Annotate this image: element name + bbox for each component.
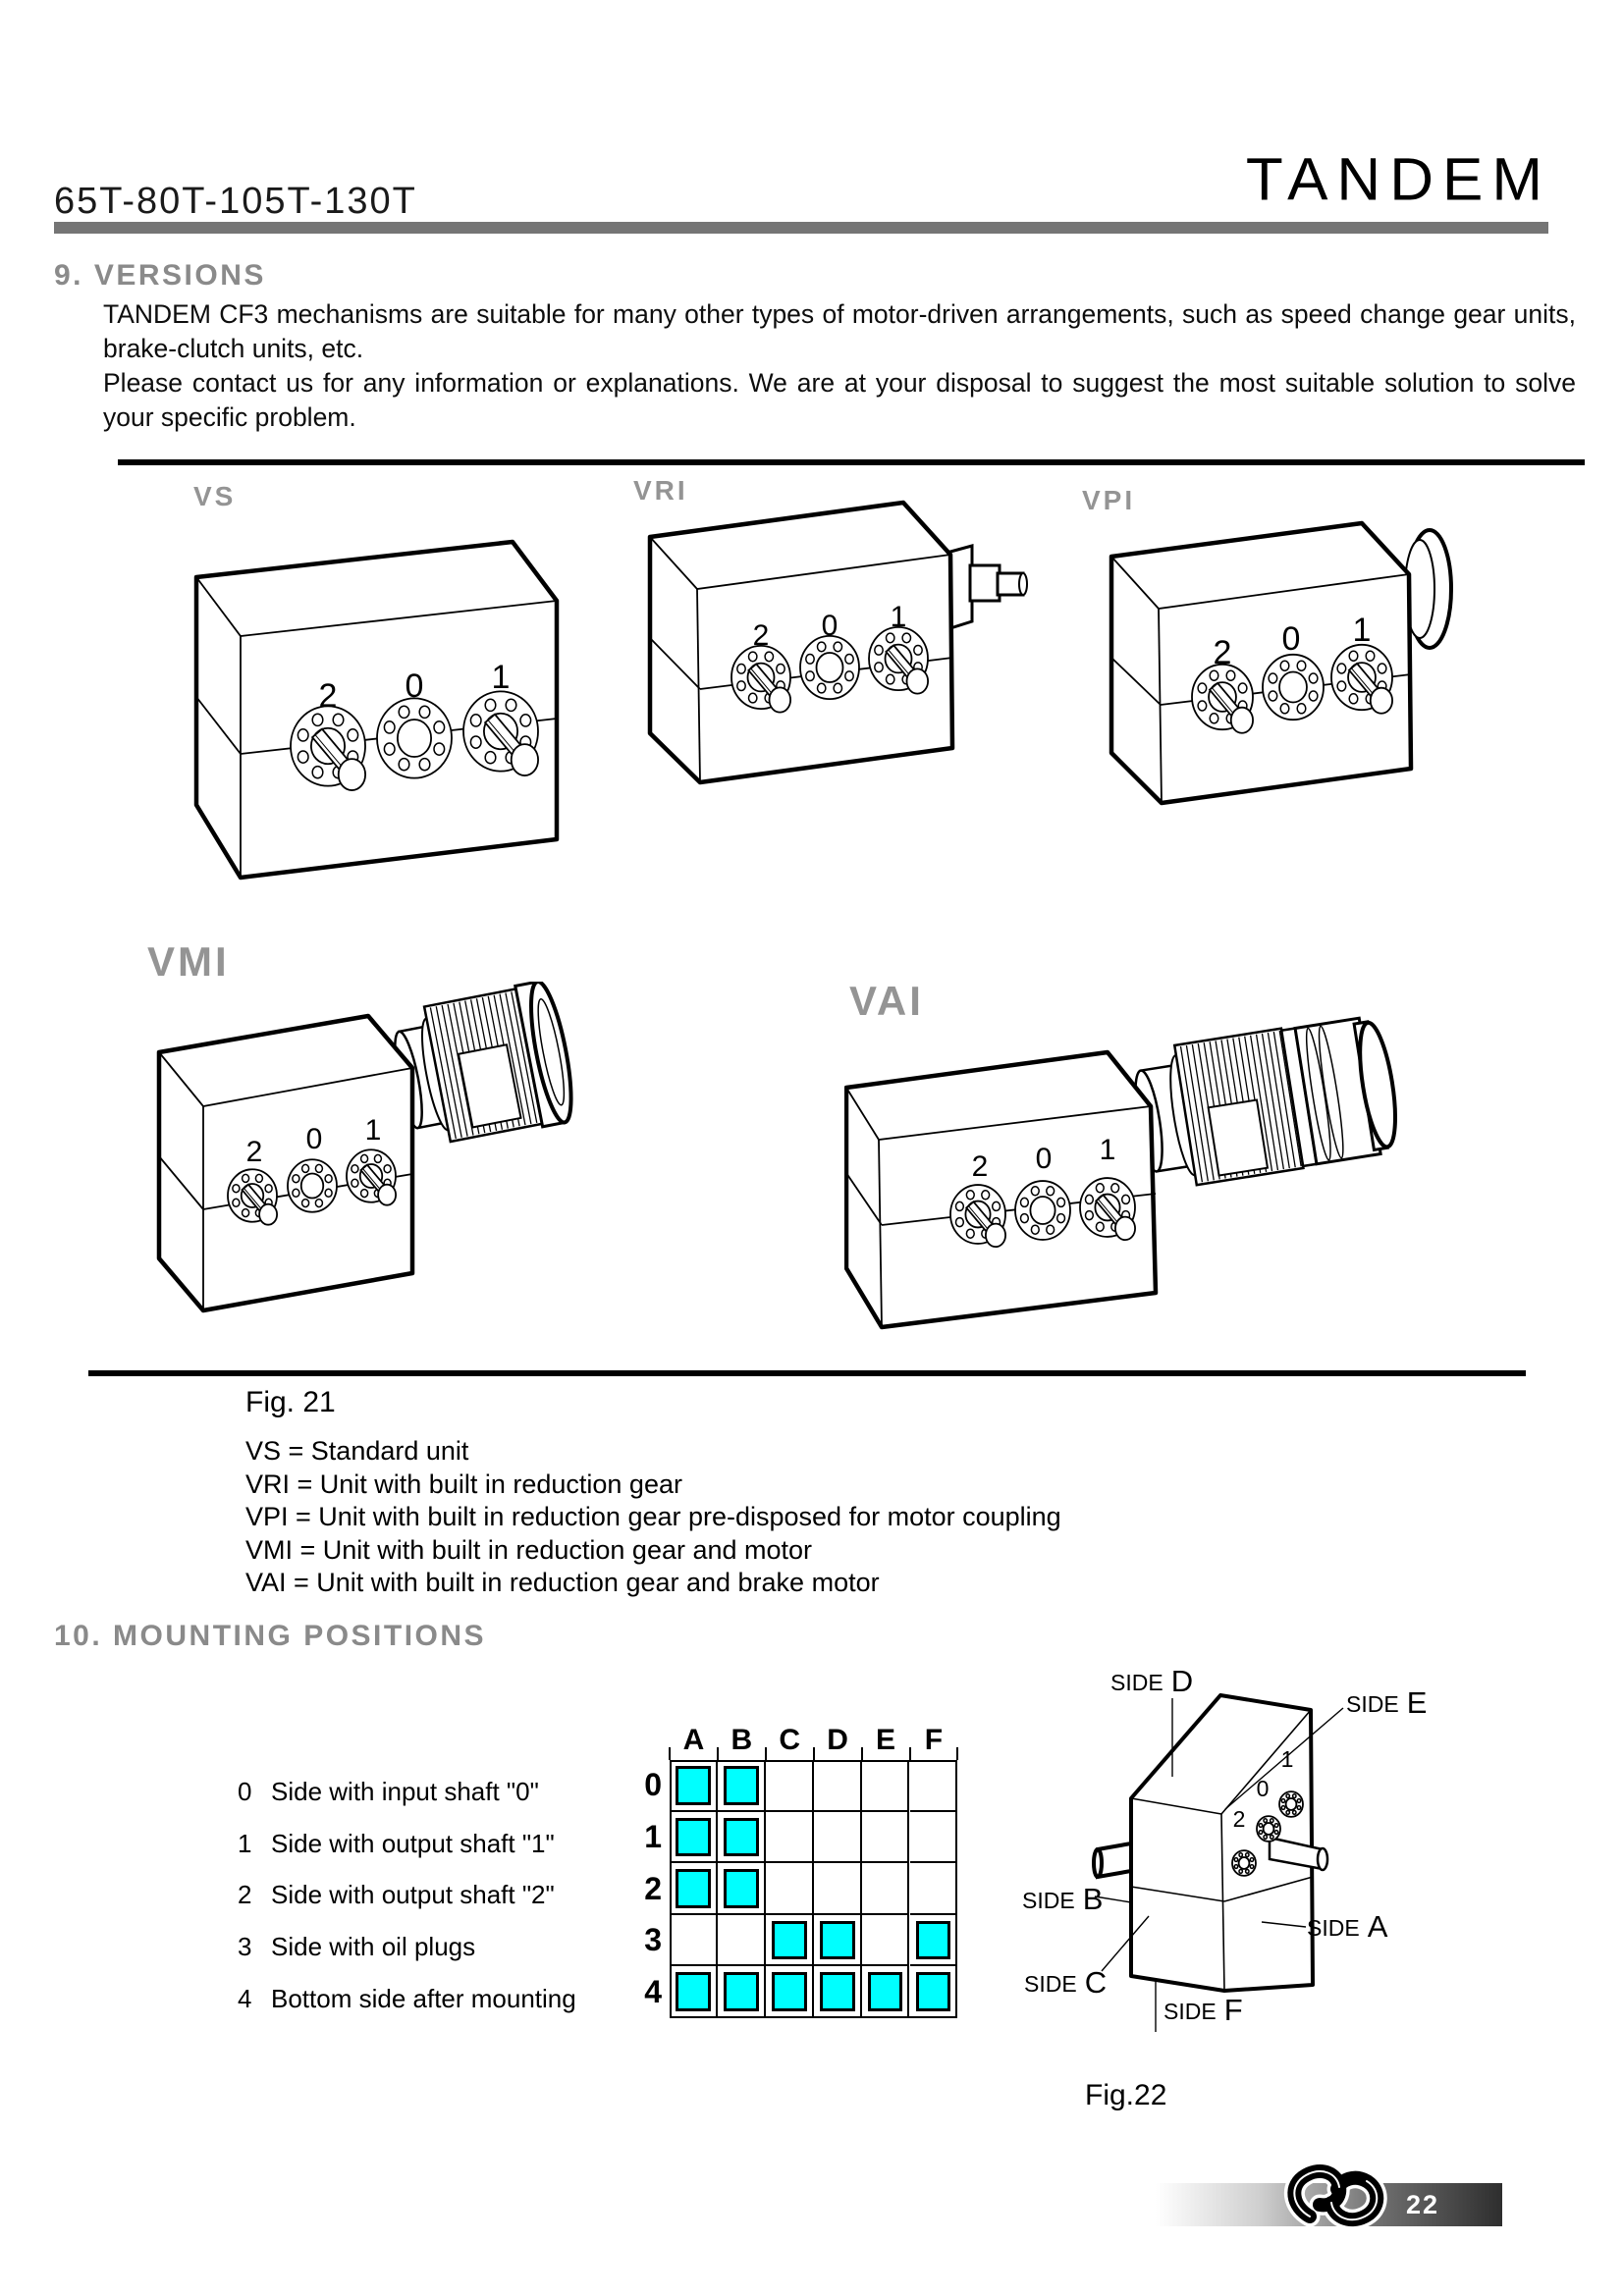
legend-line: VPI = Unit with built in reduction gear pre-disposed for motor coupling [245,1502,1061,1531]
drawing-vs-standard-unit [167,510,599,923]
page-number: 22 [1406,2190,1440,2219]
lever-knob [339,759,365,790]
figure-bottom-rule [88,1370,1526,1376]
lever-knob [259,1204,277,1225]
shaft-digit-0: 0 [1256,1776,1270,1801]
legend-text: Bottom side after mounting [271,1983,576,2013]
section-9-paragraphs [103,297,1576,435]
legend-line: VMI = Unit with built in reduction gear and motor [245,1534,813,1565]
figure-22-caption: Fig.22 [1085,2079,1167,2111]
column-header: D [827,1724,848,1756]
figure-21-caption: Fig. 21 [245,1386,336,1418]
lever-knob [986,1224,1005,1248]
variant-label-vri: VRI [633,475,688,506]
lever-knob [1115,1217,1135,1241]
row-header: 2 [644,1870,662,1906]
flange-0 [1263,655,1324,720]
column-header: C [779,1724,801,1756]
column-header: A [682,1724,705,1756]
versions-legend [245,1435,1061,1600]
shaft-digit-0: 0 [1281,620,1301,658]
header-tick [669,1747,671,1760]
legend-number: 2 [238,1880,252,1910]
row-header: 1 [644,1818,662,1854]
column-header: E [876,1724,896,1756]
flange-0 [1015,1181,1070,1240]
lever-knob [378,1185,396,1205]
page-title: 65T-80T-105T-130T [54,181,417,222]
lever-knob [770,687,791,712]
section-9-title: 9. VERSIONS [54,259,266,292]
lever-knob [1231,708,1253,733]
column-header: F [924,1724,944,1756]
brake-motor [1127,1013,1403,1193]
mounting-legend-item [238,1829,660,1881]
shaft-digit-2: 2 [1232,1806,1246,1832]
side-label-b: SIDE B [1022,1882,1104,1916]
drawing-mounting-sides [1011,1629,1561,2091]
flange-2 [1232,1850,1256,1876]
shaft-digit-1: 1 [1099,1134,1116,1166]
header-tick [956,1747,958,1760]
variant-label-vpi: VPI [1082,485,1136,515]
mounting-positions-table [628,1724,967,2028]
side-label-f: SIDE F [1163,1993,1243,2027]
brand-logo-text: TANDEM [1245,146,1551,214]
flange-1 [1279,1791,1303,1817]
lever-knob [907,668,929,693]
shaft-digit-1: 1 [491,659,511,696]
lever-knob [1371,688,1392,714]
legend-text: Side with input shaft "0" [271,1777,539,1806]
legend-line: VRI = Unit with built in reduction gear [245,1468,682,1499]
drawing-vai-brake-motor-unit [844,1001,1434,1345]
shaft-digit-2: 2 [1213,634,1232,671]
legend-line: VS = Standard unit [245,1436,469,1466]
side-label-c: SIDE C [1024,1965,1108,2000]
paragraph: TANDEM CF3 mechanisms are suitable for many other types of motor-driven arrangements, such as speed change gear units, brake-clutch units, etc. [103,299,1576,363]
header-tick [765,1747,767,1760]
side-label-a: SIDE A [1307,1909,1388,1944]
shaft-digit-0: 0 [405,667,424,705]
mounting-legend-item [238,1984,660,2036]
drawing-vpi-motor-coupling [1070,510,1473,834]
legend-line: VAI = Unit with built in reduction gear and brake motor [245,1568,880,1597]
side-label-e: SIDE E [1346,1685,1428,1720]
shaft-digit-1: 1 [890,601,907,633]
shaft-digit-2: 2 [752,619,770,652]
section-10-title: 10. MOUNTING POSITIONS [54,1620,487,1652]
variant-label-vmi: VMI [147,938,230,985]
table-grid-frame [670,1760,957,2018]
mounting-legend [238,1777,660,2035]
figure-top-rule [118,459,1585,465]
legend-number: 3 [238,1932,252,1962]
legend-number: 4 [238,1983,252,2013]
header-tick [717,1747,719,1760]
shaft-digit-2: 2 [971,1150,989,1183]
flange-0 [288,1159,337,1212]
terminal-box [1209,1100,1268,1176]
shaft-digit-0: 0 [1035,1143,1053,1175]
drawing-vmi-motor-unit [137,982,599,1335]
legend-text: Side with output shaft "1" [271,1828,555,1858]
header-tick [861,1747,863,1760]
row-header: 4 [644,1973,662,2009]
shaft-digit-1: 1 [364,1114,382,1147]
legend-number: 1 [238,1828,252,1858]
paragraph: Please contact us for any information or explanations. We are at your disposal to suggest the most suitable solution to solve your specific problem. [103,368,1576,432]
header-divider-bar [54,222,1548,234]
header-tick [813,1747,815,1760]
legend-number: 0 [238,1777,252,1806]
mounting-legend-item [238,1932,660,1984]
legend-text: Side with output shaft "2" [271,1880,555,1910]
header-tick [909,1747,911,1760]
mounting-legend-item [238,1777,660,1829]
row-header: 3 [644,1922,662,1958]
drawing-vri-reduction-gear [589,481,1041,805]
row-header: 0 [644,1767,662,1803]
shaft-digit-2: 2 [245,1136,263,1168]
shaft-digit-0: 0 [305,1123,323,1155]
company-knot-logo [1276,2160,1394,2230]
side-label-d: SIDE D [1110,1664,1194,1698]
variant-label-vai: VAI [849,978,924,1024]
flange-0 [377,698,452,777]
lever-knob [512,744,538,775]
shaft-digit-0: 0 [821,610,839,642]
flange-0 [1257,1816,1280,1842]
shaft-digit-2: 2 [318,677,338,715]
shaft-digit-1: 1 [1280,1746,1294,1772]
mounting-legend-item [238,1880,660,1932]
shaft-digit-1: 1 [1352,612,1372,649]
variant-label-vs: VS [193,481,237,511]
column-header: B [730,1724,753,1756]
flange-0 [800,636,859,699]
legend-text: Side with oil plugs [271,1932,476,1962]
